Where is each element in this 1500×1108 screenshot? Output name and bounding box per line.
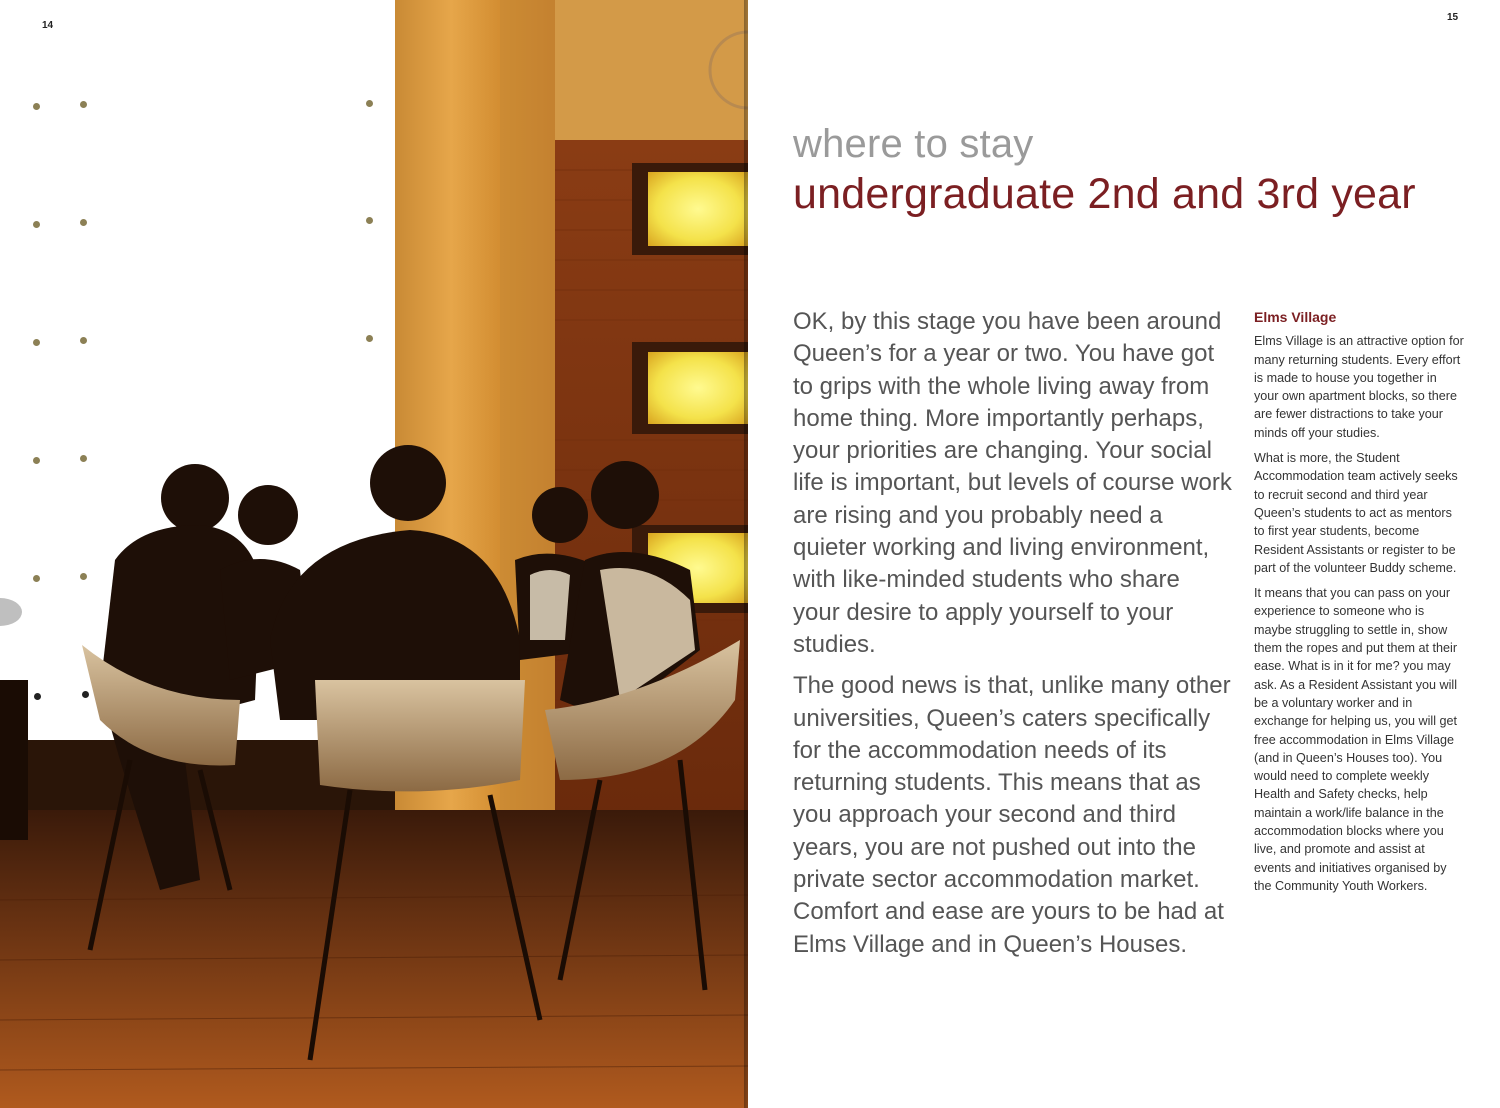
right-page: [748, 0, 1500, 1108]
sidebar-heading: Elms Village: [1254, 309, 1337, 325]
wall-dot: [366, 217, 373, 224]
page-title: undergraduate 2nd and 3rd year: [793, 170, 1416, 218]
sidebar-paragraph: Elms Village is an attractive option for many returning students. Every effort is made to house you together in your own apartment blocks, so there are fewer distractions to take your minds off your studies.: [1254, 334, 1464, 440]
wall-dot: [80, 573, 87, 580]
left-page: [0, 0, 748, 1108]
wall-dot: [80, 219, 87, 226]
sidebar-column: [1254, 308, 1464, 902]
wall-dot: [33, 103, 40, 110]
page-number-left: 14: [42, 20, 54, 31]
wall-dot: [33, 339, 40, 346]
wall-dot: [33, 457, 40, 464]
wall-dot: [33, 575, 40, 582]
sidebar-paragraph: What is more, the Student Accommodation team actively seeks to recruit second and third year Queen’s students to act as mentors to first year students, become Resident Assistants or register to be part of the volunteer Buddy scheme.: [1254, 451, 1458, 575]
wall-dot: [80, 337, 87, 344]
wall-dot: [366, 100, 373, 107]
main-paragraph: The good news is that, unlike many other universities, Queen’s caters specifically for the accommodation needs of its returning students. This means that as you approach your second and third years, you are not pushed out into the private sector accommodation market. Comfort and ease are yours to be had at Elms Village and in Queen’s Houses.: [793, 672, 1231, 958]
wall-dot: [80, 101, 87, 108]
wall-dot: [366, 335, 373, 342]
wall-dot: [34, 693, 41, 700]
section-kicker: where to stay: [793, 122, 1034, 166]
page-number-right: 15: [1447, 12, 1459, 23]
students-seated-photo: [0, 0, 748, 1108]
wall-dot: [33, 221, 40, 228]
sidebar-paragraph: It means that you can pass on your experience to someone who is maybe struggling to settle in, show them the ropes and put them at their ease. What is in it for me? you may ask. As a Resident Assistant you will be a voluntary worker and in exchange for helping us, you will get free accommodation in Elms Village (and in Queen’s Houses too). You would need to complete weekly Health and Safety checks, help maintain a work/life balance in the accommodation blocks where you live, and promote and assist at events and initiatives organised by the Community Youth Workers.: [1254, 586, 1458, 893]
wall-dot: [80, 455, 87, 462]
main-paragraph: OK, by this stage you have been around Queen’s for a year or two. You have got to grips with the whole living away from home thing. More importantly perhaps, your priorities are changing. Your social life is important, but levels of course work are rising and you probably need a quieter working and living environment, with like-minded students who share your desire to apply yourself to your studies.: [793, 308, 1232, 658]
wall-dot: [82, 691, 89, 698]
main-text-column: [793, 306, 1233, 970]
